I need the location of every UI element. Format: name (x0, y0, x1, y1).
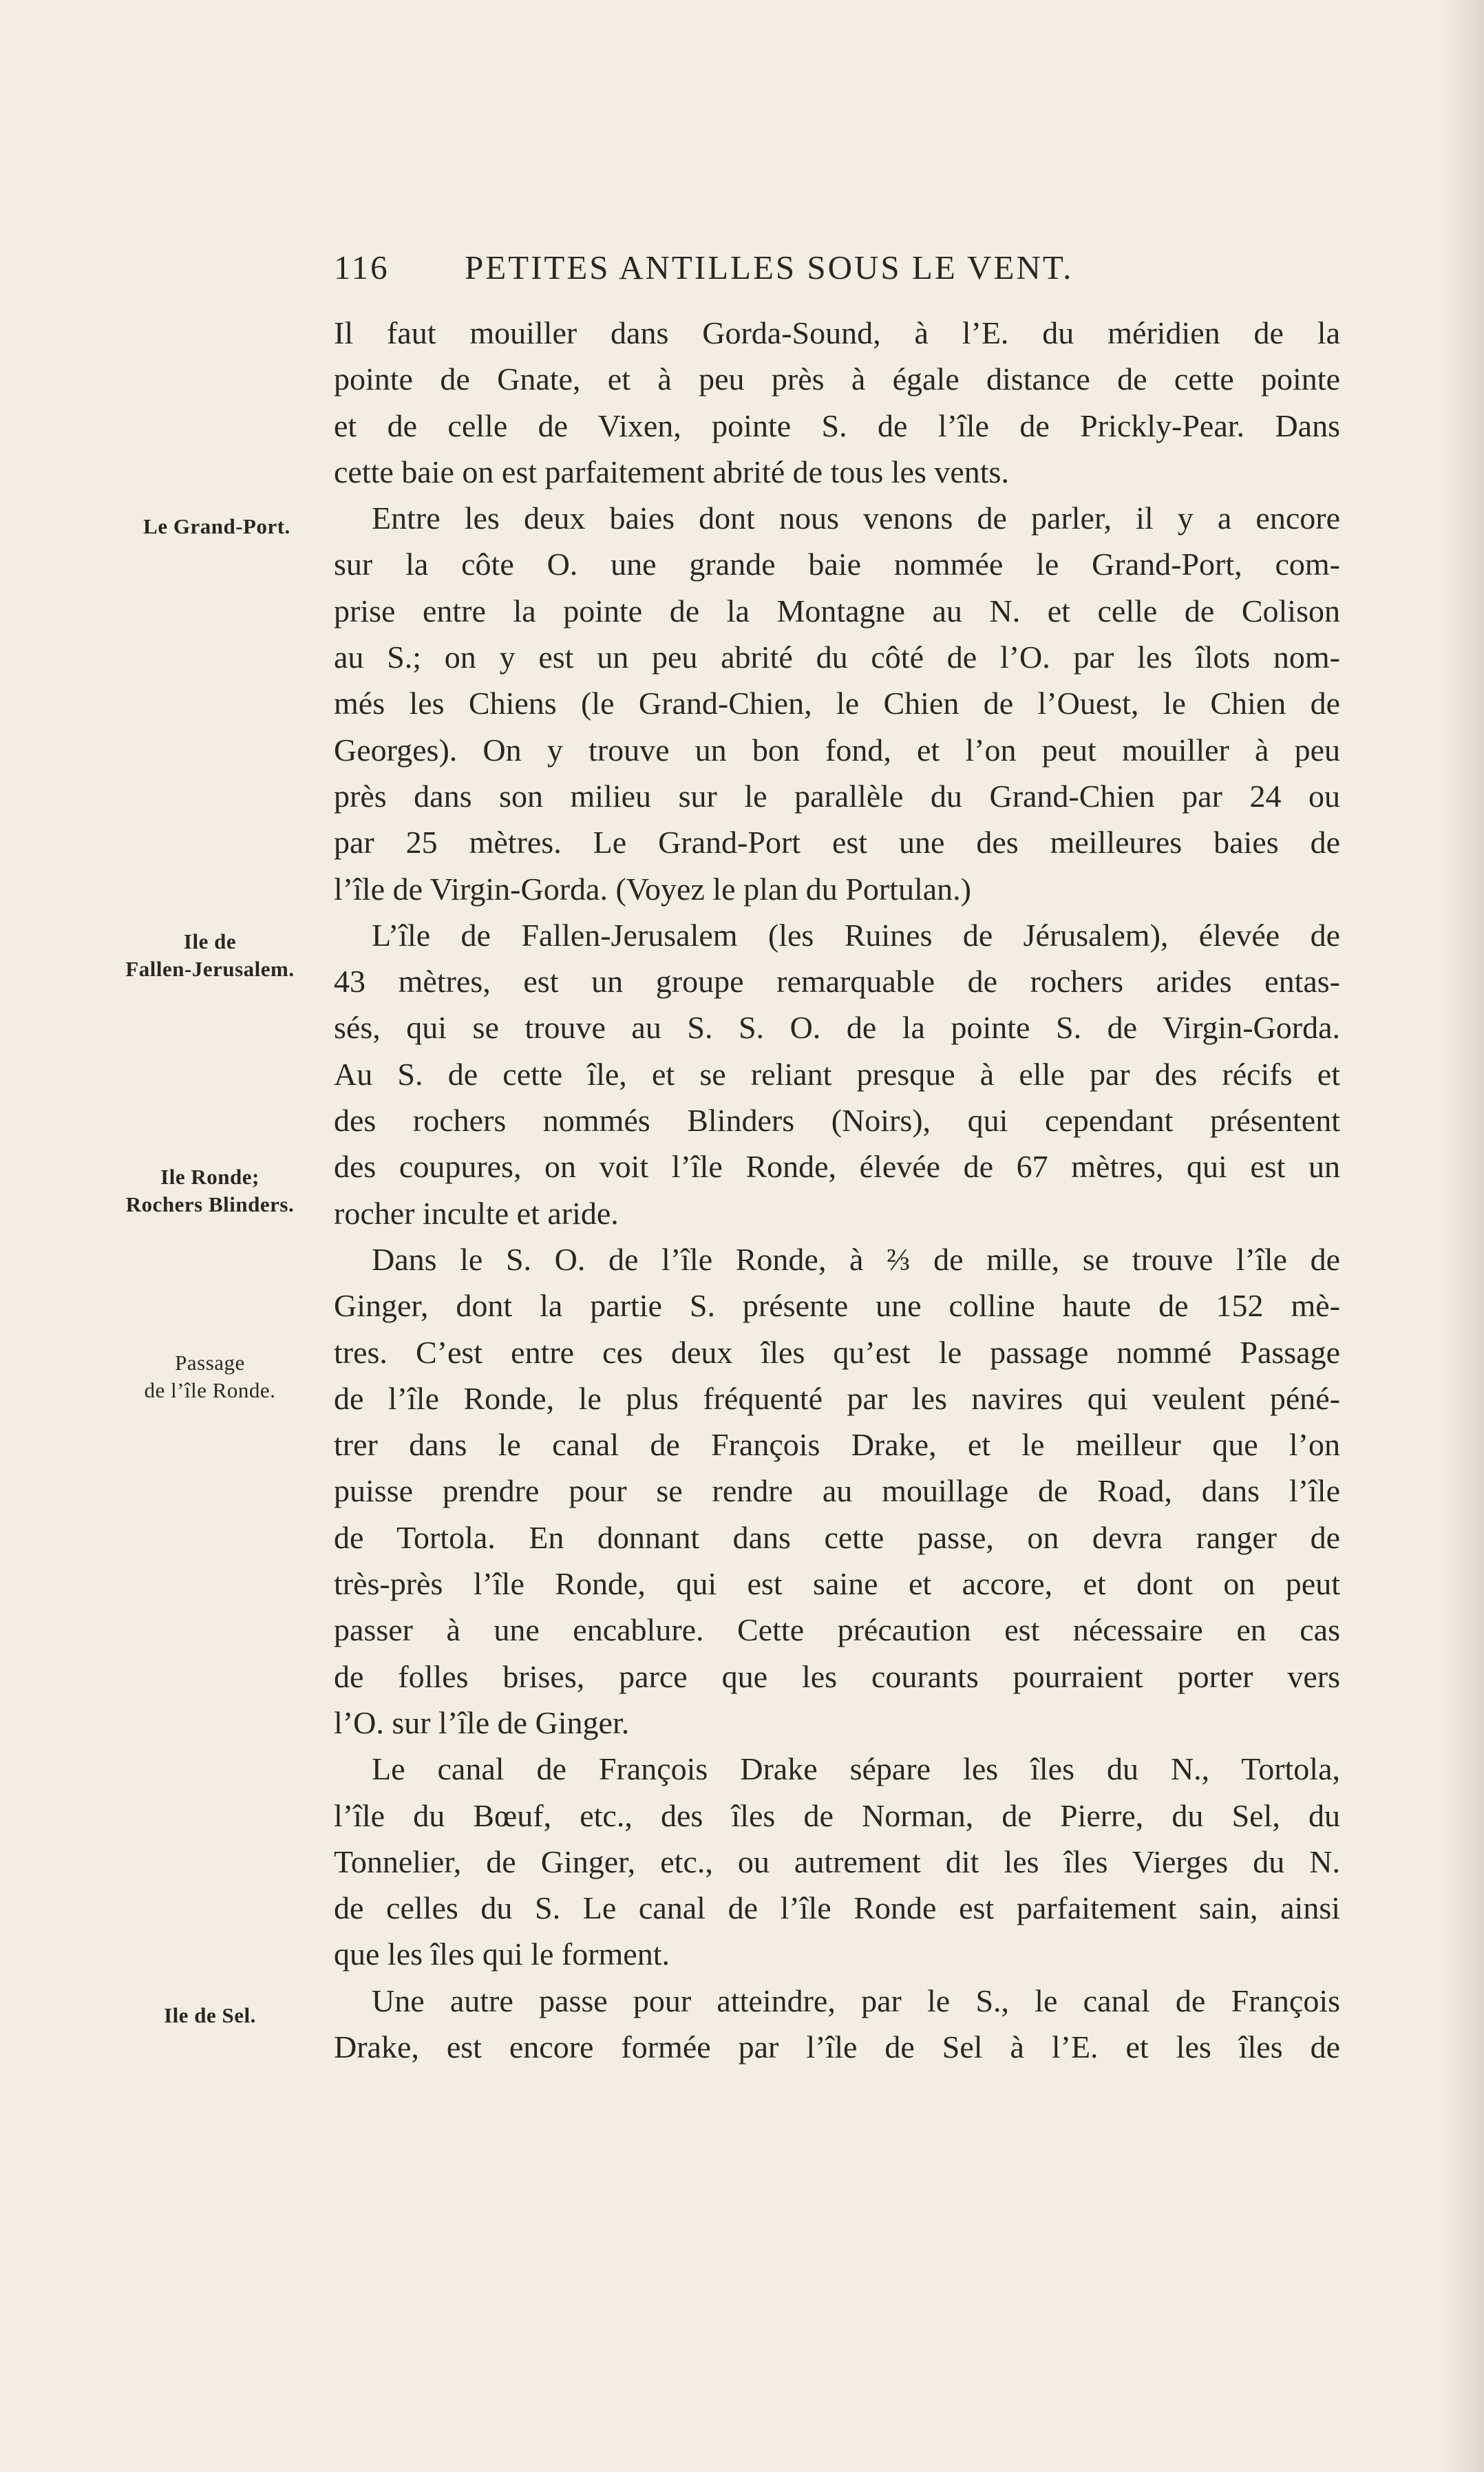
margin-note-line: de l’île Ronde. (144, 1378, 276, 1402)
text-line: près dans son milieu sur le parallèle du Grand-Chien par 24 ou (334, 778, 1340, 814)
text-line: de celles du S. Le canal de l’île Ronde est parfaitement sain, ainsi (334, 1890, 1340, 1926)
margin-note-line: Fallen-Jerusalem. (125, 957, 295, 981)
text-line: l’île du Bœuf, etc., des îles de Norman, de Pierre, du Sel, du (334, 1797, 1340, 1833)
text-line: Le canal de François Drake sépare les îles du N., Tortola, (372, 1751, 1340, 1787)
margin-note-line: Ile de (183, 929, 237, 953)
text-line: Tonnelier, de Ginger, etc., ou autrement dit les îles Vierges du N. (334, 1844, 1340, 1879)
text-line: 43 mètres, est un groupe remarquable de rochers arides entas- (334, 964, 1340, 1000)
text-line: sés, qui se trouve au S. S. O. de la pointe S. de Virgin-Gorda. (334, 1010, 1340, 1046)
margin-note-fallen-jerusalem (103, 928, 317, 983)
margin-note-line: Passage (175, 1351, 245, 1375)
text-line: rocher inculte et aride. (334, 1195, 619, 1231)
text-line: sur la côte O. une grande baie nommée le Grand-Port, com- (334, 547, 1340, 582)
text-line: très-près l’île Ronde, qui est saine et accore, et dont on peut (334, 1566, 1340, 1602)
text-line: Il faut mouiller dans Gorda-Sound, à l’E. du méridien de la (334, 315, 1340, 350)
text-line: des rochers nommés Blinders (Noirs), qui cependant présentent (334, 1103, 1340, 1139)
text-line: prise entre la pointe de la Montagne au N. et celle de Colison (334, 593, 1340, 628)
text-line: Dans le S. O. de l’île Ronde, à ⅔ de mille, se trouve l’île de (372, 1241, 1340, 1277)
text-line: de l’île Ronde, le plus fréquenté par les navires qui veulent péné- (334, 1380, 1340, 1416)
body-text (334, 310, 1340, 2070)
page-edge-shadow (1443, 0, 1484, 2472)
running-title: PETITES ANTILLES SOUS LE VENT. (465, 249, 1074, 286)
text-line: Drake, est encore formée par l’île de Sel à l’E. et les îles de (334, 2029, 1340, 2064)
text-line: puisse prendre pour se rendre au mouillage de Road, dans l’île (334, 1473, 1340, 1509)
text-line: que les îles qui le forment. (334, 1936, 670, 1972)
text-line: l’île de Virgin-Gorda. (Voyez le plan du Portulan.) (334, 871, 971, 907)
running-head (334, 248, 1346, 287)
text-line: més les Chiens (le Grand-Chien, le Chien de l’Ouest, le Chien de (334, 686, 1340, 721)
page-number: 116 (334, 249, 390, 286)
text-line: L’île de Fallen-Jerusalem (les Ruines de Jérusalem), élevée de (372, 917, 1340, 953)
text-line: l’O. sur l’île de Ginger. (334, 1704, 630, 1740)
margin-note-ile-de-sel (103, 2002, 317, 2029)
margin-note-ile-ronde (103, 1163, 317, 1218)
text-line: de folles brises, parce que les courants pourraient porter vers (334, 1658, 1340, 1694)
margin-note-passage (103, 1349, 317, 1404)
text-line: des coupures, on voit l’île Ronde, élevée de 67 mètres, qui est un (334, 1149, 1340, 1185)
text-line: Au S. de cette île, et se reliant presque à elle par des récifs et (334, 1056, 1340, 1092)
margin-note-line: Ile Ronde; (160, 1165, 259, 1189)
text-line: Une autre passe pour atteindre, par le S., le canal de François (372, 1983, 1340, 2018)
text-line: Georges). On y trouve un bon fond, et l’on peut mouiller à peu (334, 732, 1340, 768)
margin-note-grand-port (117, 513, 317, 540)
text-line: trer dans le canal de François Drake, et le meilleur que l’on (334, 1427, 1340, 1463)
text-line: cette baie on est parfaitement abrité de tous les vents. (334, 454, 1009, 489)
text-line: passer à une encablure. Cette précaution est nécessaire en cas (334, 1612, 1340, 1648)
text-line: et de celle de Vixen, pointe S. de l’île de Prickly-Pear. Dans (334, 408, 1340, 443)
text-line: par 25 mètres. Le Grand-Port est une des meilleures baies de (334, 825, 1340, 860)
text-line: pointe de Gnate, et à peu près à égale distance de cette pointe (334, 361, 1340, 397)
text-line: au S.; on y est un peu abrité du côté de l’O. par les îlots nom- (334, 640, 1340, 675)
text-line: tres. C’est entre ces deux îles qu’est le passage nommé Passage (334, 1334, 1340, 1370)
text-line: Ginger, dont la partie S. présente une colline haute de 152 mè- (334, 1288, 1340, 1324)
margin-note-line: Ile de Sel. (164, 2003, 256, 2027)
text-line: Entre les deux baies dont nous venons de parler, il y a encore (372, 500, 1340, 536)
margin-note-line: Le Grand-Port. (143, 514, 290, 538)
margin-note-line: Rochers Blinders. (125, 1192, 295, 1216)
text-line: de Tortola. En donnant dans cette passe, on devra ranger de (334, 1519, 1340, 1555)
